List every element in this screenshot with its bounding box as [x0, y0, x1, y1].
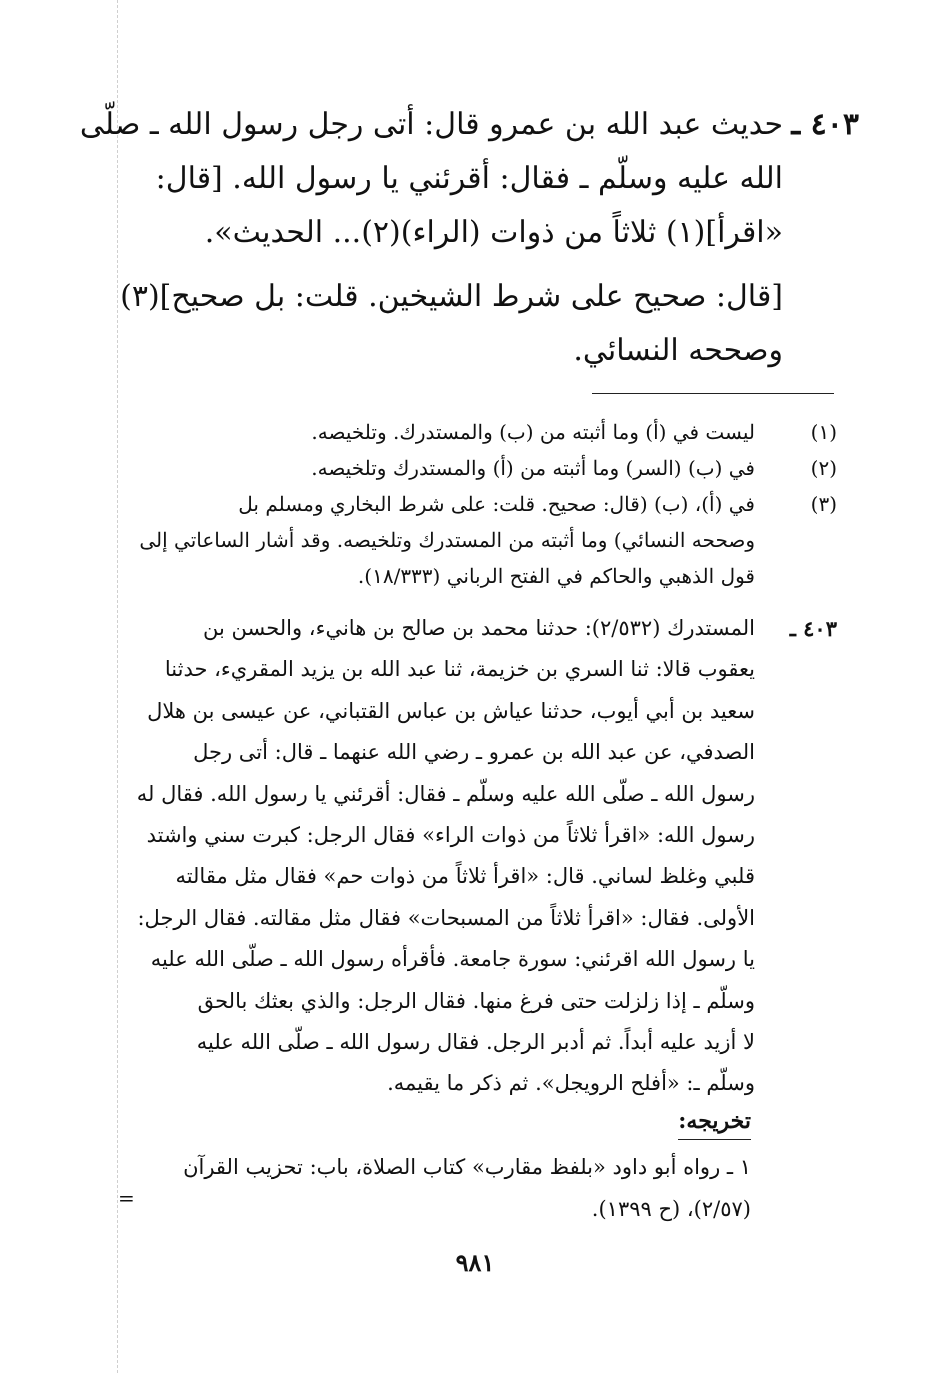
hadith-line: [180, 206, 859, 260]
reference-line: [132, 691, 837, 732]
hadith-text-line: «اقرأ](١) ثلاثاً من ذوات (الراء)(٢)... الحديث».: [204, 215, 783, 250]
reference-text-line: رسول الله: «اقرأ ثلاثاً من ذوات الراء» فقال الرجل: كبرت سني واشتد: [146, 823, 755, 848]
footnote-text-line: في (أ)، (ب) (قال: صحيح. قلت: على شرط البخاري ومسلم بل: [238, 492, 755, 516]
reference-text-line: رسول الله ـ صلّى الله عليه وسلّم ـ فقال: أقرئني يا رسول الله. فقال له: [136, 781, 755, 806]
footnote-number: (٢): [810, 456, 837, 480]
reference-line: [132, 774, 837, 815]
page-number: ٩٨١: [455, 1248, 495, 1277]
footnote-divider: [592, 393, 834, 394]
hadith-line: [155, 152, 859, 206]
hadith-text-line: الله عليه وسلّم ـ فقال: أقرئني يا رسول الله. [قال:: [155, 161, 783, 196]
reference-number: ٤٠٣ ـ: [789, 616, 837, 641]
hadith-block: [79, 98, 859, 378]
reference-text-line: قلبي وغلظ لساني. قال: «اقرأ ثلاثاً من ذوات حم» فقال مثل مقالته: [175, 864, 755, 889]
reference-text-line: يا رسول الله اقرئني: سورة جامعة. فأقرأه رسول الله ـ صلّى الله عليه: [150, 947, 755, 972]
reference-line: [132, 1063, 837, 1104]
takhrij-heading: تخريجه:: [678, 1104, 751, 1140]
reference-line: [132, 649, 837, 690]
reference-line: [132, 608, 837, 649]
takhrij-body: [132, 1146, 751, 1230]
hadith-judgment: [120, 270, 859, 378]
hadith-number: ٤٠٣ ـ: [791, 107, 859, 142]
reference-text-line: الصدفي، عن عبد الله بن عمرو ـ رضي الله عنهما ـ قال: أتى رجل: [193, 740, 755, 765]
footnote-number: (١): [810, 420, 837, 444]
continuation-mark: =: [118, 1186, 135, 1210]
reference-text-line: وسلّم ـ إذا زلزلت حتى فرغ منها. فقال الرجل: والذي بعثك بالحق: [197, 988, 755, 1013]
judgment-line: [180, 324, 859, 378]
footnote: [132, 486, 837, 594]
reference-line: [132, 815, 837, 856]
footnote: [132, 450, 837, 486]
judgment-line: [120, 270, 859, 324]
reference-text-line: المستدرك (٢/٥٣٢): حدثنا محمد بن صالح بن هانيء، والحسن بن: [202, 616, 755, 640]
hadith-line: [79, 98, 859, 152]
footnote-text-line: ليست في (أ) وما أثبته من (ب) والمستدرك. وتلخيصه.: [311, 420, 755, 444]
footnote: [132, 414, 837, 450]
page-gutter-line: [117, 0, 118, 1373]
reference-line: [132, 732, 837, 773]
reference-line: [132, 898, 837, 939]
footnote-number: (٣): [810, 492, 837, 516]
reference-text-line: سعيد بن أبي أيوب، حدثنا عياش بن عباس القتباني، عن عيسى بن هلال: [147, 698, 755, 723]
reference-line: [132, 981, 837, 1022]
judgment-text-line: وصححه النسائي.: [573, 333, 783, 368]
reference-text-line: لا أزيد عليه أبداً. ثم أدبر الرجل. فقال رسول الله ـ صلّى الله عليه: [196, 1030, 755, 1055]
reference-text-line: يعقوب قالا: ثنا السري بن خزيمة، ثنا عبد الله بن يزيد المقريء، حدثنا: [164, 657, 755, 682]
reference-text-line: الأولى. فقال: «اقرأ ثلاثاً من المسبحات» فقال مثل مقالته. فقال الرجل:: [137, 905, 755, 930]
footnote-text-line: في (ب) (السر) وما أثبته من (أ) والمستدرك وتلخيصه.: [311, 456, 755, 480]
takhrij-text-line: (٢/٥٧)، (ح ١٣٩٩).: [591, 1197, 751, 1221]
reference-line: [132, 856, 837, 897]
footnote-text-line: قول الذهبي والحاكم في الفتح الرباني (١٨/٣٣٣).: [357, 564, 755, 588]
hadith-text-line: حديث عبد الله بن عمرو قال: أتى رجل رسول الله ـ صلّى: [79, 107, 783, 142]
footnote-text-line: وصححه النسائي) وما أثبته من المستدرك وتلخيصه. وقد أشار الساعاتي إلى: [139, 528, 755, 552]
judgment-text-line: [قال: صحيح على شرط الشيخين. قلت: بل صحيح](٣): [120, 279, 783, 314]
reference-block: [132, 608, 837, 1105]
reference-text-line: وسلّم ـ: «أفلح الرويجل». ثم ذكر ما يقيمه.: [387, 1071, 755, 1096]
reference-line: [132, 1022, 837, 1063]
footnotes: [132, 414, 837, 594]
takhrij-text-line: ١ ـ رواه أبو داود «بلفظ مقارب» كتاب الصلاة، باب: تحزيب القرآن: [183, 1155, 751, 1179]
reference-line: [132, 939, 837, 980]
